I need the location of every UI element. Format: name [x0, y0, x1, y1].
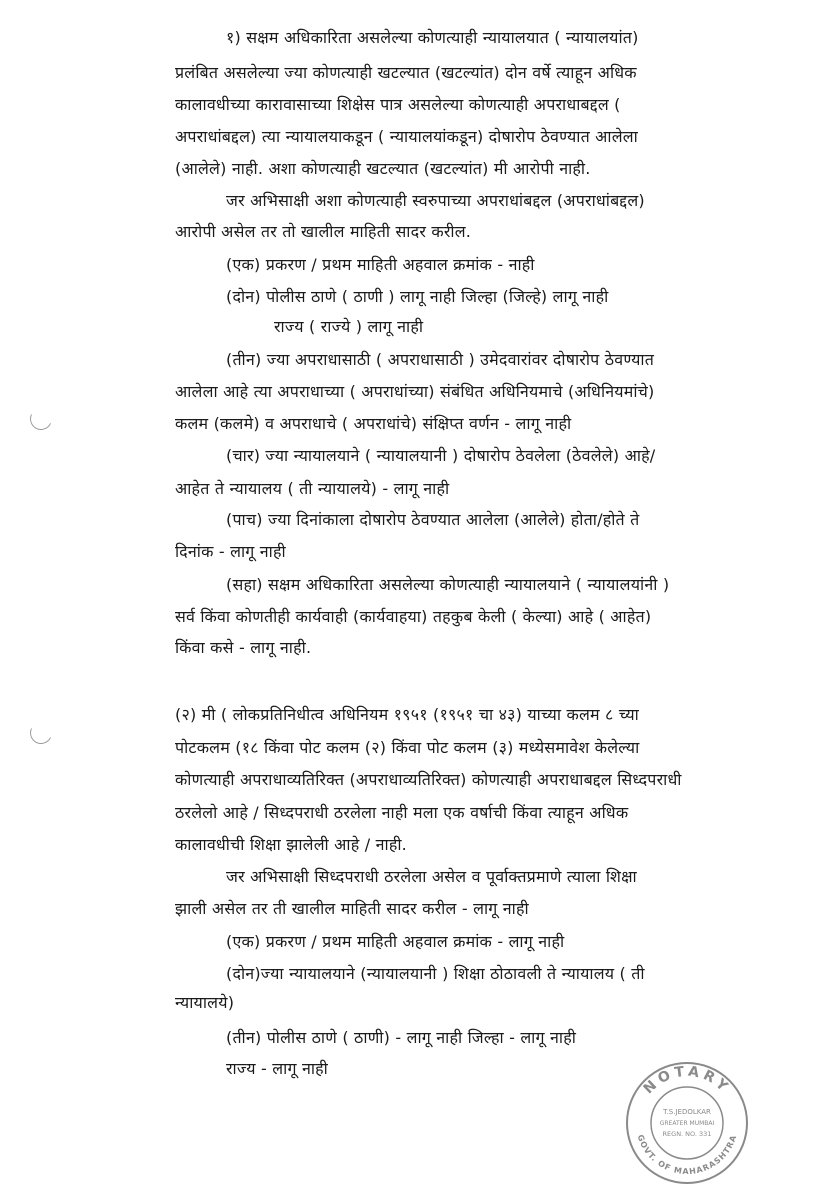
text-line: (२) मी ( लोकप्रतिनिधीत्व अधिनियम १९५१ (१९५१ चा ४३) याच्या कलम ८ च्या: [175, 705, 640, 724]
text-line: कोणत्याही अपराधाव्यतिरिक्त (अपराधाव्यतिरिक्त) कोणत्याही अपराधाबद्दल सिध्दपराधी: [175, 770, 682, 789]
text-line: (तीन) पोलीस ठाणे ( ठाणी) - लागू नाही जिल्हा - लागू नाही: [226, 1028, 577, 1047]
stamp-line-3: REGN. NO. 331: [662, 1130, 712, 1138]
stamp-bottom-text: GOVT. OF MAHARASHTRA: [635, 1133, 739, 1177]
text-line: (एक) प्रकरण / प्रथम माहिती अहवाल क्रमांक - नाही: [226, 255, 535, 274]
text-line: आहेत ते न्यायालय ( ती न्यायालये) - लागू नाही: [175, 479, 450, 498]
text-line: (आलेले) नाही. अशा कोणत्याही खटल्यात (खटल्यांत) मी आरोपी नाही.: [175, 159, 591, 178]
text-line: प्रलंबित असलेल्या ज्या कोणत्याही खटल्यात (खटल्यांत) दोन वर्षे त्याहून अधिक: [175, 63, 637, 82]
punch-hole-mark: [27, 719, 55, 747]
text-line: ठरलेलो आहे / सिध्दपराधी ठरलेला नाही मला एक वर्षाची किंवा त्याहून अधिक: [175, 803, 629, 822]
text-line: (दोन) पोलीस ठाणे ( ठाणी ) लागू नाही जिल्हा (जिल्हे) लागू नाही: [226, 287, 609, 306]
text-line: न्यायालये): [175, 993, 235, 1012]
punch-hole-mark: [27, 405, 55, 433]
text-line: (दोन)ज्या न्यायालयाने (न्यायालयानी ) शिक्षा ठोठावली ते न्यायालय ( ती: [226, 964, 645, 983]
text-line: (एक) प्रकरण / प्रथम माहिती अहवाल क्रमांक - लागू नाही: [226, 932, 565, 951]
stamp-line-2: GREATER MUMBAI: [659, 1120, 715, 1127]
text-line: कालावधीच्या कारावासाच्या शिक्षेस पात्र असलेल्या कोणत्याही अपराधाबद्दल (: [175, 95, 621, 114]
text-line: आलेला आहे त्या अपराधाच्या ( अपराधांच्या) संबंधित अधिनियमाचे (अधिनियमांचे): [175, 382, 655, 401]
text-line: झाली असेल तर ती खालील माहिती सादर करील - लागू नाही: [175, 899, 529, 918]
text-line: (चार) ज्या न्यायालयाने ( न्यायालयानी ) दोषारोप ठेवलेला (ठेवलेले) आहे/: [226, 446, 656, 465]
text-line: जर अभिसाक्षी सिध्दपराधी ठरलेला असेल व पूर्वाक्तप्रमाणे त्याला शिक्षा: [226, 867, 637, 886]
text-line: राज्य - लागू नाही: [226, 1059, 329, 1078]
text-line: (तीन) ज्या अपराधासाठी ( अपराधासाठी ) उमेदवारांवर दोषारोप ठेवण्यात: [226, 350, 655, 369]
text-line: आरोपी असेल तर तो खालील माहिती सादर करील.: [175, 222, 472, 241]
text-line: किंवा कसे - लागू नाही.: [175, 638, 312, 657]
text-line: सर्व किंवा कोणतीही कार्यवाही (कार्यवाहया) तहकुब केली ( केल्या) आहे ( आहेत): [175, 607, 652, 626]
text-line: अपराधांबद्दल) त्या न्यायालयाकडून ( न्यायालयांकडून) दोषारोप ठेवण्यात आलेला: [175, 127, 638, 146]
text-line: राज्य ( राज्ये ) लागू नाही: [274, 317, 424, 336]
stamp-line-1: T.S.JEDOLKAR: [663, 1108, 711, 1116]
text-line: जर अभिसाक्षी अशा कोणत्याही स्वरुपाच्या अपराधांबद्दल (अपराधांबद्दल): [226, 191, 645, 210]
text-line: पोटकलम (१८ किंवा पोट कलम (२) किंवा पोट कलम (३) मध्येसमावेश केलेल्या: [175, 738, 640, 757]
stamp-top-text: NOTARY: [640, 1063, 734, 1098]
text-line: (पाच) ज्या दिनांकाला दोषारोप ठेवण्यात आलेला (आलेले) होता/होते ते: [226, 510, 640, 529]
text-line: कालावधीची शिक्षा झालेली आहे / नाही.: [175, 835, 407, 854]
text-line: (सहा) सक्षम अधिकारिता असलेल्या कोणत्याही न्यायालयाने ( न्यायालयांनी ): [226, 575, 670, 594]
text-line: १) सक्षम अधिकारिता असलेल्या कोणत्याही न्यायालयात ( न्यायालयांत): [226, 28, 639, 47]
text-line: कलम (कलमे) व अपराधाचे ( अपराधांचे) संक्षिप्त वर्णन - लागू नाही: [175, 414, 572, 433]
text-line: दिनांक - लागू नाही: [175, 542, 286, 561]
